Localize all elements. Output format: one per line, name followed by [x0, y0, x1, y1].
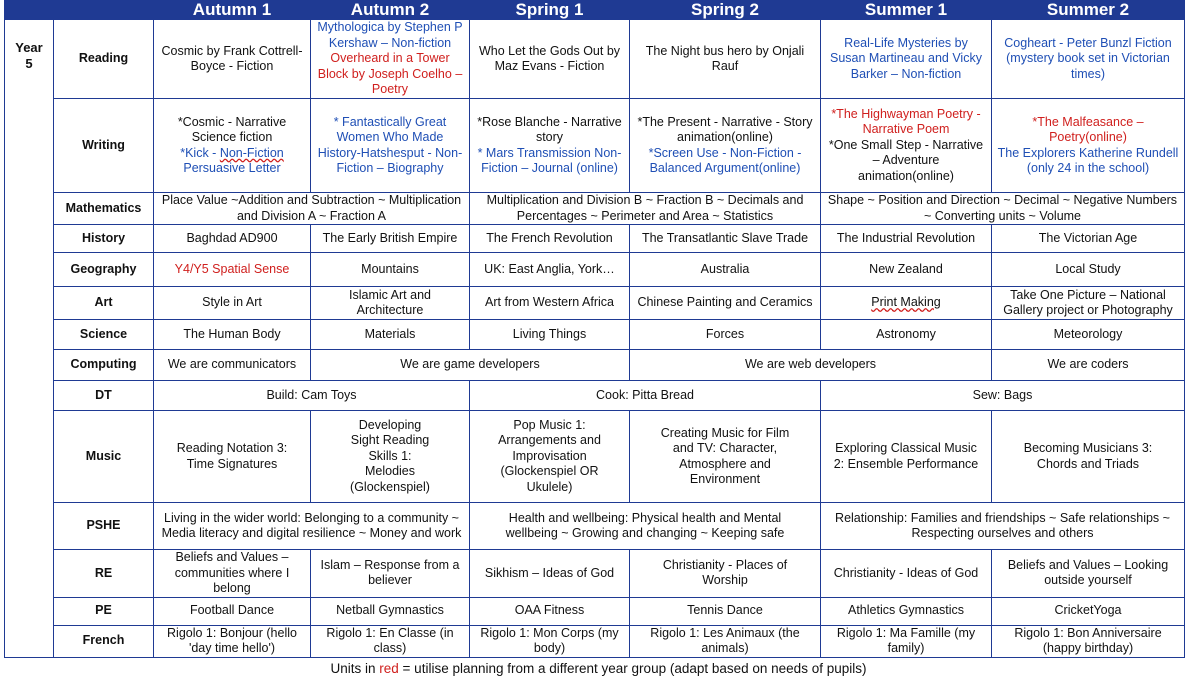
row-science — [5, 320, 1185, 350]
geography-cell: New Zealand — [821, 253, 992, 287]
pe-cell: CricketYoga — [992, 597, 1185, 625]
art-autumn-2: Islamic Art and Architecture — [311, 287, 470, 320]
mathematics-summer: Shape ~ Position and Direction ~ Decimal ~ Negative Numbers ~ Converting units ~ Volume — [821, 193, 1185, 225]
history-cell: Baghdad AD900 — [154, 225, 311, 253]
subject-history: History — [54, 225, 154, 253]
reading-spring-2: The Night bus hero by Onjali Rauf — [630, 20, 821, 99]
subject-computing: Computing — [54, 350, 154, 381]
reading-autumn-2: Mythologica by Stephen P Kershaw – Non-fiction Overheard in a Tower Block by Joseph Coelho – Poetry — [311, 20, 470, 99]
row-geography — [5, 253, 1185, 287]
subject-geography: Geography — [54, 253, 154, 287]
science-cell: Living Things — [470, 320, 630, 350]
row-french — [5, 625, 1185, 657]
legend-note: Units in red = utilise planning from a different year group (adapt based on needs of pupils) — [330, 661, 867, 676]
dt-summer: Sew: Bags — [821, 381, 1185, 411]
header-blank — [54, 1, 154, 20]
art-summer-1: Print Making — [821, 287, 992, 320]
geography-cell: UK: East Anglia, York… — [470, 253, 630, 287]
dt-autumn: Build: Cam Toys — [154, 381, 470, 411]
french-cell: Rigolo 1: Bon Anniversaire (happy birthday) — [992, 625, 1185, 657]
subject-science: Science — [54, 320, 154, 350]
science-cell: Meteorology — [992, 320, 1185, 350]
subject-writing: Writing — [54, 99, 154, 193]
header-spring-2: Spring 2 — [630, 1, 821, 20]
music-autumn-2: Developing Sight Reading Skills 1: Melodies (Glockenspiel) — [311, 411, 470, 503]
re-cell: Beliefs and Values –communities where I belong — [154, 550, 311, 598]
pshe-autumn: Living in the wider world: Belonging to a community ~ Media literacy and digital resilience ~ Money and work — [154, 503, 470, 550]
writing-summer-1: *The Highwayman Poetry - Narrative Poem *One Small Step - Narrative – Adventure animation(online) — [821, 99, 992, 193]
geography-cell: Local Study — [992, 253, 1185, 287]
year-label: Year 5 — [5, 20, 54, 658]
writing-autumn-2: * Fantastically Great Women Who Made History-Hatshesput - Non-Fiction – Biography — [311, 99, 470, 193]
art-autumn-1: Style in Art — [154, 287, 311, 320]
science-cell: Materials — [311, 320, 470, 350]
art-summer-2: Take One Picture – National Gallery project or Photography — [992, 287, 1185, 320]
art-spring-2: Chinese Painting and Ceramics — [630, 287, 821, 320]
history-cell: The Transatlantic Slave Trade — [630, 225, 821, 253]
french-cell: Rigolo 1: En Classe (in class) — [311, 625, 470, 657]
subject-re: RE — [54, 550, 154, 598]
history-cell: The French Revolution — [470, 225, 630, 253]
geography-cell: Mountains — [311, 253, 470, 287]
row-pshe — [5, 503, 1185, 550]
header-summer-1: Summer 1 — [821, 1, 992, 20]
writing-autumn-1: *Cosmic - Narrative Science fiction *Kick - Non-Fiction Persuasive Letter — [154, 99, 311, 193]
science-cell: Forces — [630, 320, 821, 350]
header-autumn-1: Autumn 1 — [154, 1, 311, 20]
row-music — [5, 411, 1185, 503]
computing-autumn-1: We are communicators — [154, 350, 311, 381]
subject-mathematics: Mathematics — [54, 193, 154, 225]
re-cell: Beliefs and Values – Looking outside yourself — [992, 550, 1185, 598]
row-dt — [5, 381, 1185, 411]
row-mathematics — [5, 193, 1185, 225]
pe-cell: Tennis Dance — [630, 597, 821, 625]
science-cell: The Human Body — [154, 320, 311, 350]
re-cell: Christianity - Ideas of God — [821, 550, 992, 598]
header-blank — [5, 1, 54, 20]
music-autumn-1: Reading Notation 3: Time Signatures — [154, 411, 311, 503]
music-spring-2: Creating Music for Film and TV: Character, Atmosphere and Environment — [630, 411, 821, 503]
science-cell: Astronomy — [821, 320, 992, 350]
french-cell: Rigolo 1: Ma Famille (my family) — [821, 625, 992, 657]
header-summer-2: Summer 2 — [992, 1, 1185, 20]
subject-reading: Reading — [54, 20, 154, 99]
computing-summer-2: We are coders — [992, 350, 1185, 381]
pshe-spring: Health and wellbeing: Physical health and Mental wellbeing ~ Growing and changing ~ Keeping safe — [470, 503, 821, 550]
row-pe — [5, 597, 1185, 625]
pe-cell: OAA Fitness — [470, 597, 630, 625]
reading-spring-1: Who Let the Gods Out by Maz Evans - Fiction — [470, 20, 630, 99]
re-cell: Sikhism – Ideas of God — [470, 550, 630, 598]
re-cell: Islam – Response from a believer — [311, 550, 470, 598]
mathematics-spring: Multiplication and Division B ~ Fraction B ~ Decimals and Percentages ~ Perimeter and Area ~ Statistics — [470, 193, 821, 225]
music-summer-2: Becoming Musicians 3: Chords and Triads — [992, 411, 1185, 503]
music-spring-1: Pop Music 1: Arrangements and Improvisation (Glockenspiel OR Ukulele) — [470, 411, 630, 503]
pshe-summer: Relationship: Families and friendships ~ Safe relationships ~ Respecting ourselves and others — [821, 503, 1185, 550]
subject-french: French — [54, 625, 154, 657]
writing-summer-2: *The Malfeasance – Poetry(online) The Explorers Katherine Rundell (only 24 in the school) — [992, 99, 1185, 193]
dt-spring: Cook: Pitta Bread — [470, 381, 821, 411]
row-writing — [5, 99, 1185, 193]
subject-pe: PE — [54, 597, 154, 625]
geography-autumn-1: Y4/Y5 Spatial Sense — [154, 253, 311, 287]
reading-autumn-1: Cosmic by Frank Cottrell-Boyce - Fiction — [154, 20, 311, 99]
subject-music: Music — [54, 411, 154, 503]
art-spring-1: Art from Western Africa — [470, 287, 630, 320]
music-summer-1: Exploring Classical Music 2: Ensemble Performance — [821, 411, 992, 503]
writing-spring-2: *The Present - Narrative - Story animation(online) *Screen Use - Non-Fiction - Balanced Argument(online) — [630, 99, 821, 193]
computing-spring-2-summer-1: We are web developers — [630, 350, 992, 381]
row-art — [5, 287, 1185, 320]
subject-dt: DT — [54, 381, 154, 411]
subject-art: Art — [54, 287, 154, 320]
row-reading — [5, 20, 1185, 99]
header-autumn-2: Autumn 2 — [311, 1, 470, 20]
reading-summer-2: Cogheart - Peter Bunzl Fiction (mystery book set in Victorian times) — [992, 20, 1185, 99]
history-cell: The Early British Empire — [311, 225, 470, 253]
french-cell: Rigolo 1: Bonjour (hello 'day time hello') — [154, 625, 311, 657]
mathematics-autumn: Place Value ~Addition and Subtraction ~ Multiplication and Division A ~ Fraction A — [154, 193, 470, 225]
pe-cell: Football Dance — [154, 597, 311, 625]
reading-summer-1: Real-Life Mysteries by Susan Martineau and Vicky Barker – Non-fiction — [821, 20, 992, 99]
computing-autumn-2-spring-1: We are game developers — [311, 350, 630, 381]
row-computing — [5, 350, 1185, 381]
row-re — [5, 550, 1185, 598]
french-cell: Rigolo 1: Les Animaux (the animals) — [630, 625, 821, 657]
curriculum-table — [4, 0, 1185, 658]
pe-cell: Athletics Gymnastics — [821, 597, 992, 625]
geography-cell: Australia — [630, 253, 821, 287]
french-cell: Rigolo 1: Mon Corps (my body) — [470, 625, 630, 657]
re-cell: Christianity - Places of Worship — [630, 550, 821, 598]
pe-cell: Netball Gymnastics — [311, 597, 470, 625]
history-cell: The Industrial Revolution — [821, 225, 992, 253]
history-cell: The Victorian Age — [992, 225, 1185, 253]
writing-spring-1: *Rose Blanche - Narrative story * Mars Transmission Non-Fiction – Journal (online) — [470, 99, 630, 193]
row-history — [5, 225, 1185, 253]
header-spring-1: Spring 1 — [470, 1, 630, 20]
header-row — [5, 1, 1185, 20]
subject-pshe: PSHE — [54, 503, 154, 550]
